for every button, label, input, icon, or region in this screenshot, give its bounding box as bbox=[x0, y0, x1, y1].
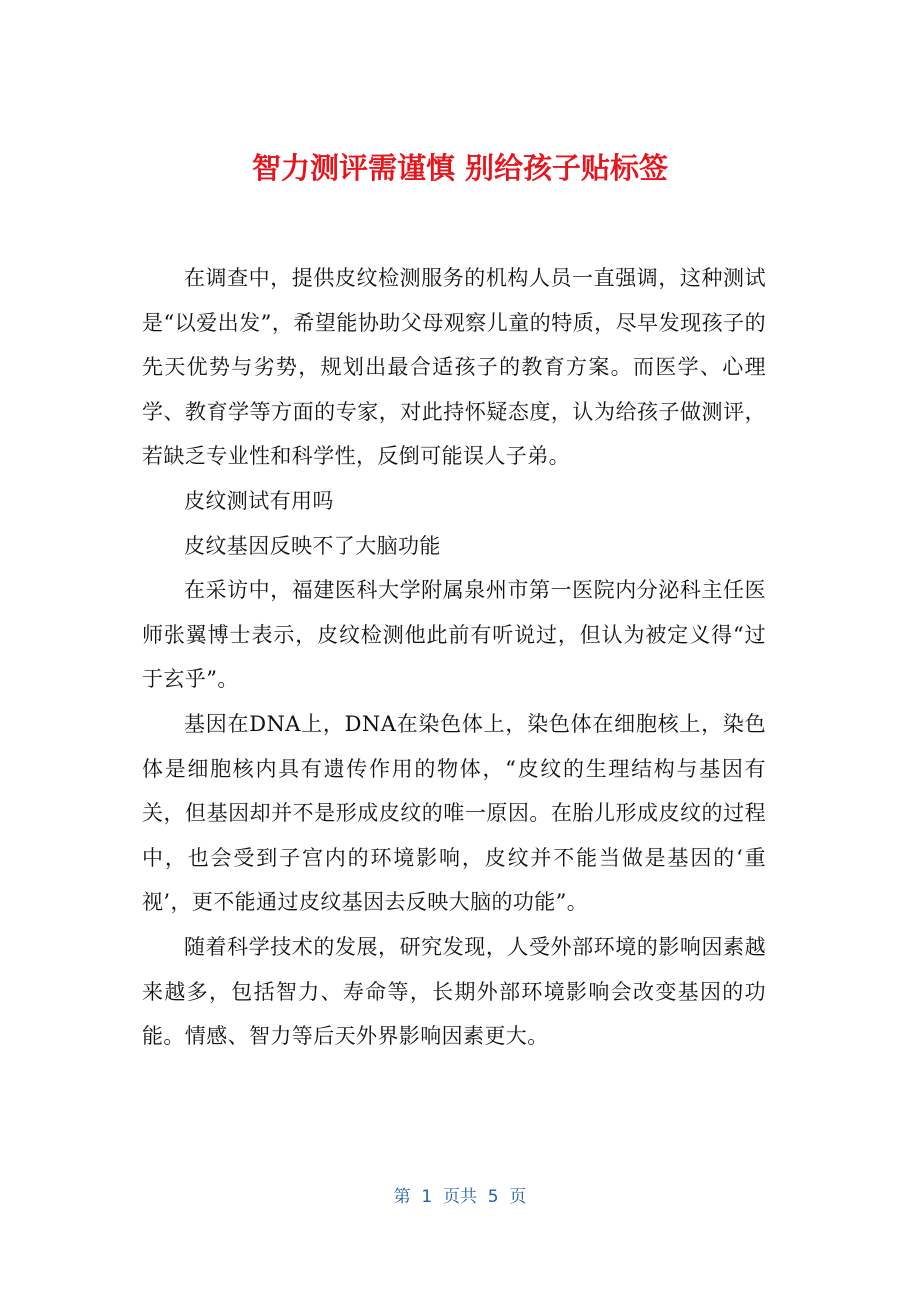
paragraph-interview: 在采访中，福建医科大学附属泉州市第一医院内分泌科主任医师张翼博士表示，皮纹检测他此前有听说过，但认为被定义得“过于玄乎”。 bbox=[142, 578, 766, 692]
document-body bbox=[142, 256, 766, 1059]
page-number-footer: 第 1 页共 5 页 bbox=[393, 1187, 527, 1207]
paragraph-subheading-question: 皮纹测试有用吗 bbox=[184, 488, 334, 513]
paragraph-intro: 在调查中，提供皮纹检测服务的机构人员一直强调，这种测试是“以爱出发”，希望能协助父母观察儿童的特质，尽早发现孩子的先天优势与劣势，规划出最合适孩子的教育方案。而医学、心理学、教育学等方面的专家，对此持怀疑态度，认为给孩子做测评，若缺乏专业性和科学性，反倒可能误人子弟。 bbox=[142, 266, 766, 469]
paragraph-environment: 随着科学技术的发展，研究发现，人受外部环境的影响因素越来越多，包括智力、寿命等，长期外部环境影响会改变基因的功能。情感、智力等后天外界影响因素更大。 bbox=[142, 934, 766, 1049]
paragraph-gene: 基因在DNA上，DNA在染色体上，染色体在细胞核上，染色体是细胞核内具有遗传作用的物体，“皮纹的生理结构与基因有关，但基因却并不是形成皮纹的唯一原因。在胎儿形成皮纹的过程中，也会受到子宫内的环境影响，皮纹并不能当做是基因的‘重视’，更不能通过皮纹基因去反映大脑的功能”。 bbox=[142, 711, 766, 915]
document-title: 智力测评需谨慎 别给孩子贴标签 bbox=[251, 151, 669, 185]
paragraph-subheading-brain: 皮纹基因反映不了大脑功能 bbox=[184, 533, 441, 558]
